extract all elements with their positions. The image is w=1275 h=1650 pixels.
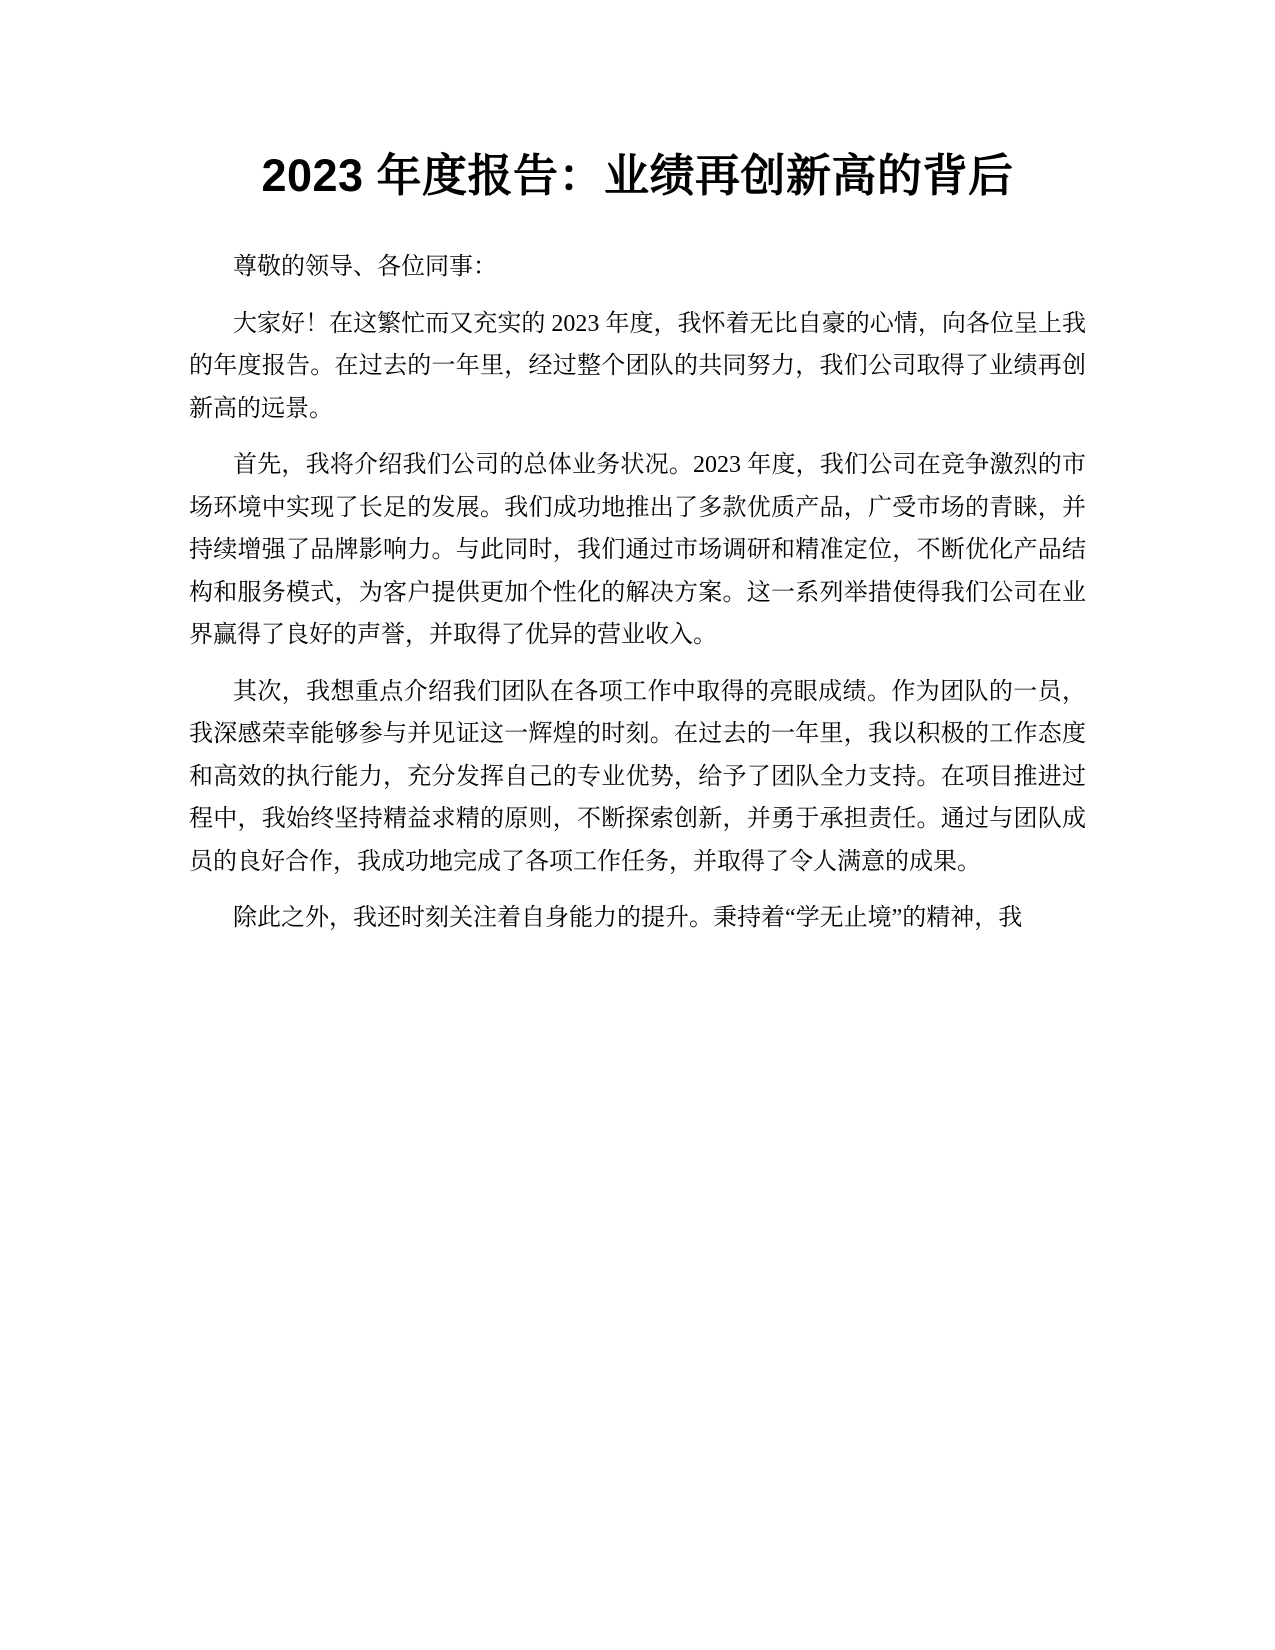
business-overview-paragraph: 首先，我将介绍我们公司的总体业务状况。2023 年度，我们公司在竞争激烈的市场环境中实现了长足的发展。我们成功地推出了多款优质产品，广受市场的青睐，并持续增强了品牌影响力。与此同时，我们通过市场调研和精准定位，不断优化产品结构和服务模式，为客户提供更加个性化的解决方案。这一系列举措使得我们公司在业界赢得了良好的声誉，并取得了优异的营业收入。	[189, 452, 1086, 648]
greeting-paragraph: 大家好！在这繁忙而又充实的 2023 年度，我怀着无比自豪的心情，向各位呈上我的年度报告。在过去的一年里，经过整个团队的共同努力，我们公司取得了业绩再创新高的远景。	[189, 310, 1086, 422]
salutation-paragraph: 尊敬的领导、各位同事：	[233, 254, 497, 280]
self-improvement-paragraph: 除此之外，我还时刻关注着自身能力的提升。秉持着“学无止境”的精神，我	[233, 905, 1023, 931]
document-title: 2023 年度报告：业绩再创新高的背后	[261, 150, 1014, 201]
document-body	[189, 246, 1086, 954]
team-achievements-paragraph: 其次，我想重点介绍我们团队在各项工作中取得的亮眼成绩。作为团队的一员，我深感荣幸能够参与并见证这一辉煌的时刻。在过去的一年里，我以积极的工作态度和高效的执行能力，充分发挥自己的专业优势，给予了团队全力支持。在项目推进过程中，我始终坚持精益求精的原则，不断探索创新，并勇于承担责任。通过与团队成员的良好合作，我成功地完成了各项工作任务，并取得了令人满意的成果。	[189, 678, 1086, 875]
